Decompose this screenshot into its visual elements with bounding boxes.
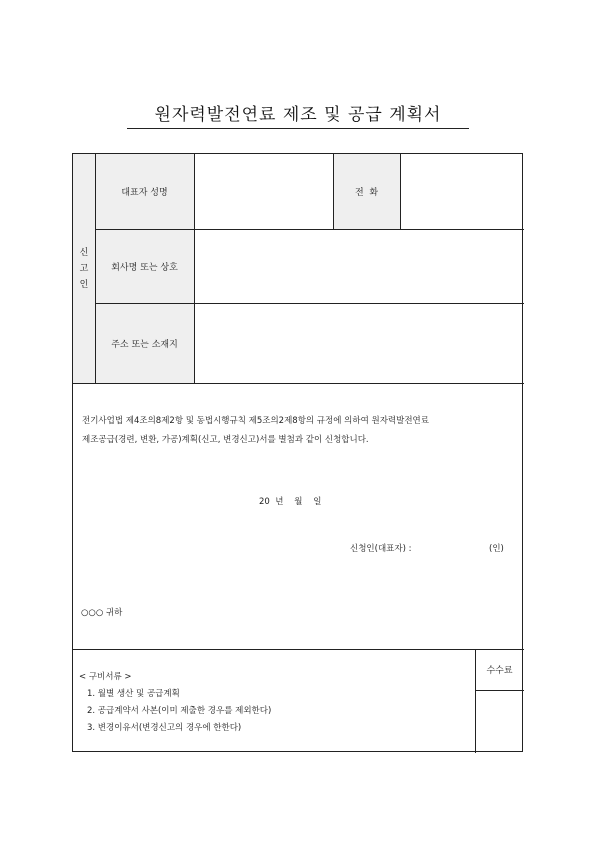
applicant-char: 신 xyxy=(79,247,89,258)
attachment-item: 3. 변경이유서(변경신고의 경우에 한한다) xyxy=(87,723,242,733)
statement-line: 전기사업법 제4조의8제2항 및 동법시행규칙 제5조의2제8항의 규정에 의하여 원자력발전연료 xyxy=(82,416,429,426)
company-label: 회사명 또는 상호 xyxy=(111,262,178,273)
statement-text xyxy=(82,412,517,450)
address-label: 주소 또는 소재지 xyxy=(111,339,178,350)
attachments-header: < 구비서류 > xyxy=(79,672,132,682)
statement-line: 제조공급(경련, 변환, 가공)계획(신고, 변경신고)서를 별첨과 같이 신청합니다. xyxy=(82,435,369,445)
address-field[interactable] xyxy=(194,303,524,383)
attachment-item: 1. 월별 생산 및 공급계획 xyxy=(87,689,180,699)
application-form xyxy=(72,153,523,752)
rep-name-field[interactable] xyxy=(194,154,333,229)
applicant-char: 고 xyxy=(79,263,89,274)
document-title: 원자력발전연료 제조 및 공급 계획서 xyxy=(154,105,442,125)
application-date: 20 년 월 일 xyxy=(259,497,322,507)
divider xyxy=(73,383,524,384)
title-underline xyxy=(127,128,469,129)
phone-label: 전 화 xyxy=(354,188,379,198)
company-field[interactable] xyxy=(194,229,524,303)
rep-name-label: 대표자 성명 xyxy=(121,188,168,198)
applicant-section-label xyxy=(73,154,95,383)
phone-field[interactable] xyxy=(400,154,524,229)
divider xyxy=(73,649,524,650)
applicant-char: 인 xyxy=(79,279,89,290)
fee-label: 수수료 xyxy=(486,666,513,676)
addressee: ○○○ 귀하 xyxy=(81,608,123,618)
fee-field[interactable] xyxy=(475,690,524,753)
seal-mark: (인) xyxy=(489,544,504,554)
attachment-item: 2. 공급계약서 사본(이미 제출한 경우를 제외한다) xyxy=(87,706,272,716)
attachments-list xyxy=(79,669,271,737)
applicant-signature-label: 신청인(대표자) : xyxy=(350,544,412,554)
